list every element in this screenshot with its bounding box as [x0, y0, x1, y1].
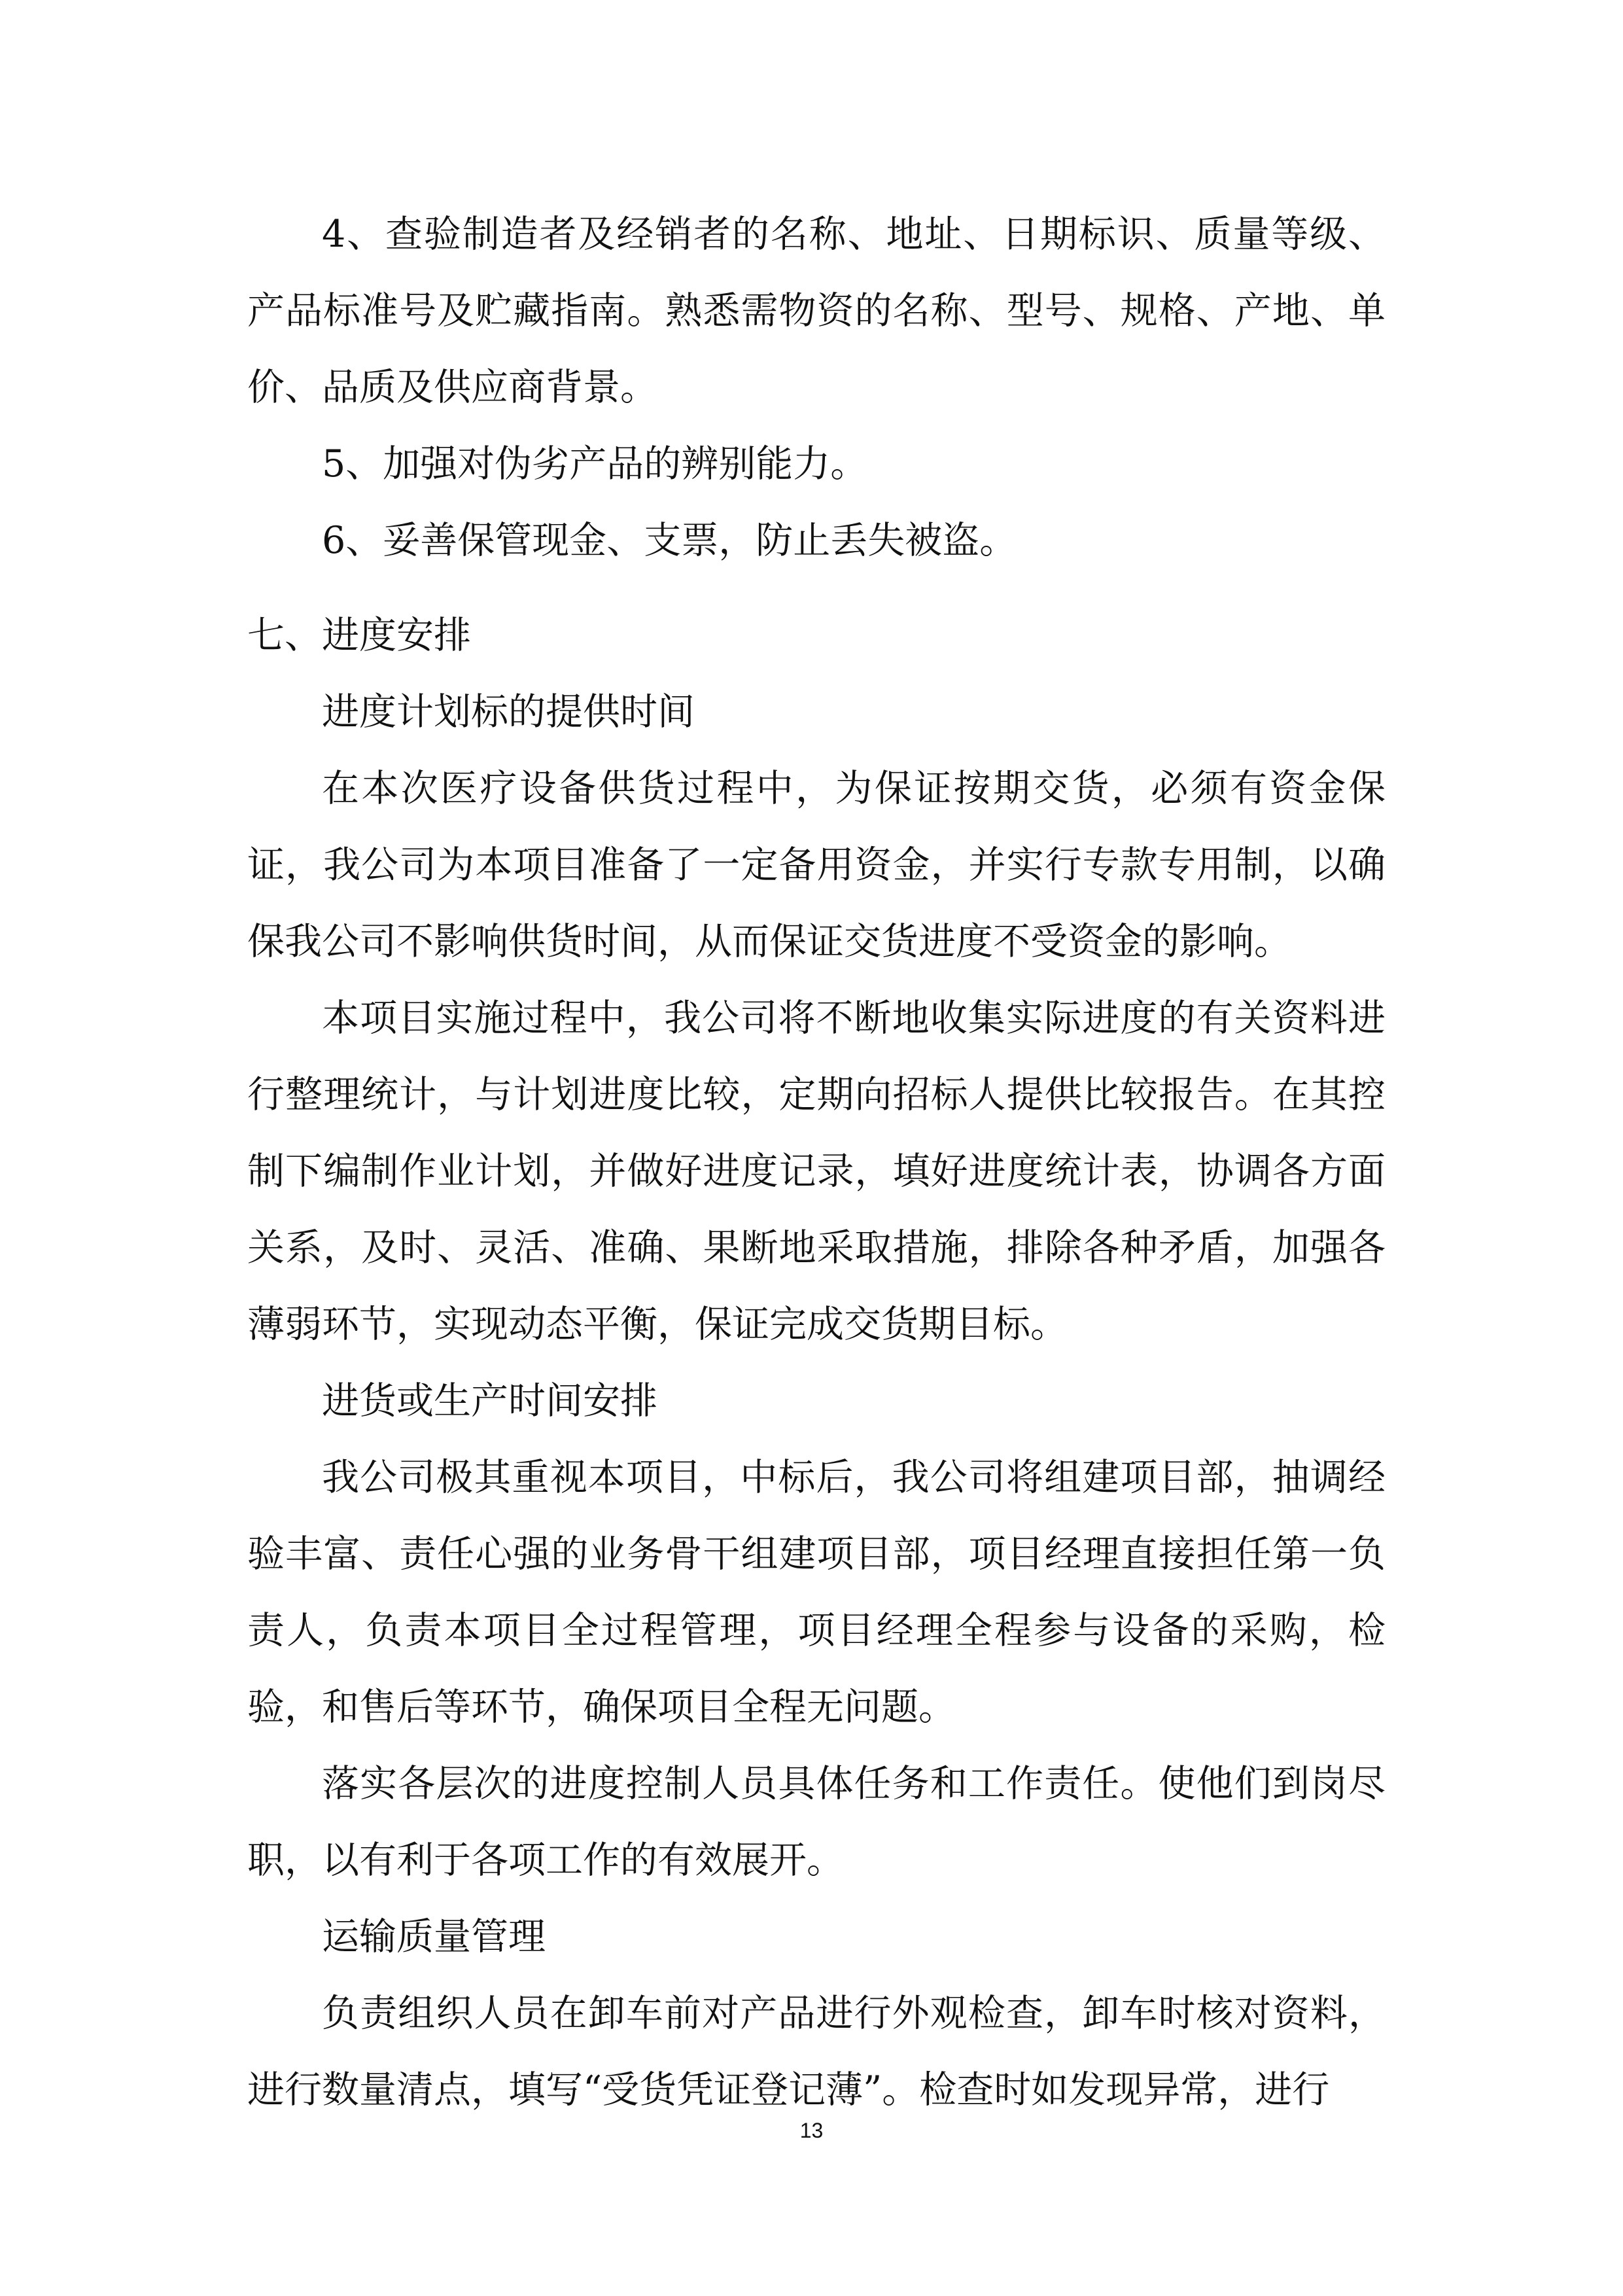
paragraph-item-4: 4、查验制造者及经销者的名称、地址、日期标识、质量等级、产品标准号及贮藏指南。熟悉需物资的名称、型号、规格、产地、单价、品质及供应商背景。: [247, 213, 1386, 409]
paragraph-responsibility: 落实各层次的进度控制人员具体任务和工作责任。使他们到岗尽职，以有利于各项工作的有效展开。: [247, 1762, 1386, 1882]
paragraph-funding: 在本次医疗设备供货过程中，为保证按期交货，必须有资金保证，我公司为本项目准备了一定备用资金，并实行专款专用制，以确保我公司不影响供货时间，从而保证交货进度不受资金的影响。: [247, 767, 1386, 963]
paragraph-unloading-inspection: 负责组织人员在卸车前对产品进行外观检查，卸车时核对资料，进行数量清点，填写“受货凭证登记薄”。检查时如发现异常，进行: [247, 1992, 1386, 2111]
section-heading: 七、进度安排: [247, 614, 471, 657]
paragraph-project-team: 我公司极其重视本项目，中标后，我公司将组建项目部，抽调经验丰富、责任心强的业务骨干组建项目部，项目经理直接担任第一负责人，负责本项目全过程管理，项目经理全程参与设备的采购，检验，和售后等环节，确保项目全程无问题。: [247, 1456, 1386, 1729]
paragraph-progress-control: 本项目实施过程中，我公司将不断地收集实际进度的有关资料进行整理统计，与计划进度比较，定期向招标人提供比较报告。在其控制下编制作业计划，并做好进度记录，填好进度统计表，协调各方面关系，及时、灵活、准确、果断地采取措施，排除各种矛盾，加强各薄弱环节，实现动态平衡，保证完成交货期目标。: [247, 997, 1386, 1346]
subheading-delivery-time: 进度计划标的提供时间: [322, 690, 695, 733]
subheading-transport-quality: 运输质量管理: [322, 1915, 546, 1958]
paragraph-item-5: 5、加强对伪劣产品的辨别能力。: [322, 442, 868, 486]
paragraph-item-6: 6、妥善保管现金、支票，防止丢失被盗。: [322, 519, 1017, 562]
subheading-production-schedule: 进货或生产时间安排: [322, 1379, 657, 1422]
page-number: 13: [799, 2119, 824, 2142]
document-body: [247, 196, 1386, 2128]
